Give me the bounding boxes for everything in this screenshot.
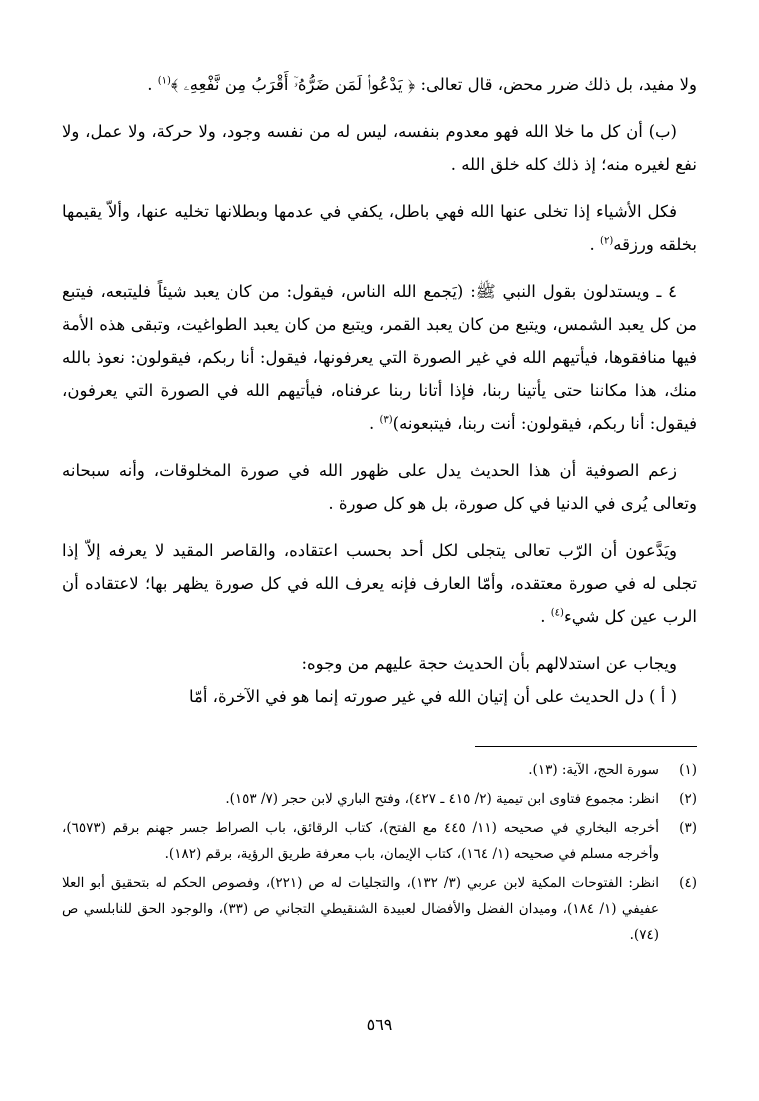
paragraph-6-text: ويَدَّعون أن الرّب تعالى يتجلى لكل أحد بحسب اعتقاده، والقاصر المقيد لا يعرفه إلاّ إذا تجلى له في صورة معتقده، وأمّا العارف فإنه يعرف الله في كل صورة يظهر بها؛ لاعتقاده أن الرب عين كل شيء [62,541,697,626]
paragraph-6 [62,534,697,633]
footnote-text: أخرجه البخاري في صحيحه (١١/ ٤٤٥ مع الفتح)، كتاب الرقائق، باب الصراط جسر جهنم برقم (٦٥٧٣)، وأخرجه مسلم في صحيحه (١/ ١٦٤)، كتاب الإيمان، باب معرفة طريق الرؤية، برقم (١٨٢). [62,820,659,862]
footnote-number: (٣) [679,820,697,836]
paragraph-4 [62,275,697,440]
paragraph-4-end: . [368,414,380,433]
footnote-number: (٤) [679,875,697,891]
footnote-number: (٢) [679,791,697,807]
paragraph-1 [62,68,697,101]
footnote-4 [62,870,697,948]
quran-verse: ﴿ يَدْعُوا۟ لَمَن ضَرُّهُۥٓ أَقْرَبُ مِن نَّفْعِهِۦ ﴾ [170,75,416,94]
paragraph-6-end: . [540,607,551,626]
paragraph-1-end: . [147,75,158,94]
footnote-number: (١) [679,762,697,778]
paragraph-7: ويجاب عن استدلالهم بأن الحديث حجة عليهم من وجوه: [301,654,677,673]
footnote-text: انظر: الفتوحات المكية لابن عربي (٣/ ١٣٢)، والتجليات له ص (٢٢١)، وفصوص الحكم له بتحقيق أبو العلا عفيفي (١/ ١٨٤)، وميدان الفضل والأفضال لعبيدة الشنقيطي التجاني ص (٣٣)، والوجود الحق للنابلسي ص (٧٤). [62,875,660,943]
paragraph-8: ( أ ) دل الحديث على أن إتيان الله في غير صورته إنما هو في الآخرة، أمّا [188,687,677,706]
footnote-text: انظر: مجموع فتاوى ابن تيمية (٢/ ٤١٥ ـ ٤٢٧)، وفتح الباري لابن حجر (٧/ ١٥٣). [225,791,659,807]
footnote-ref-3: (٣) [379,414,393,426]
footnote-3 [62,815,697,867]
paragraph-2: (ب) أن كل ما خلا الله فهو معدوم بنفسه، ليس له من نفسه وجود، ولا حركة، ولا عمل، ولا نفع لغيره منه؛ إذ ذلك كله خلق الله . [62,122,697,174]
paragraph-3-end: . [589,235,601,254]
footnote-2 [62,786,697,812]
paragraph-3 [62,195,697,261]
footnote-ref-2: (٢) [600,235,614,247]
paragraph-4-text: ٤ ـ ويستدلون بقول النبي ﷺ: (يَجمع الله الناس، فيقول: من كان يعبد شيئاً فليتبعه، فيتبع من كل يعبد الشمس، ويتبع من كان يعبد القمر، ويتبع من كان يعبد الطواغيت، وتبقى هذه الأمة فيها منافقوها، فيأتيهم الله في غير الصورة التي يعرفونها، فيقول: أنا ربكم، فيقولون: نعوذ بالله منك، هذا مكاننا حتى يأتينا ربنا، فإذا أتانا ربنا عرفناه، فيأتيهم الله في الصورة التي يعرفون، فيقول: أنا ربكم، فيقولون: أنت ربنا، فيتبعونه) [62,282,697,433]
main-text [62,68,697,713]
footnotes [62,757,697,951]
paragraph-3-text: فكل الأشياء إذا تخلى عنها الله فهي باطل، يكفي في عدمها وبطلانها تخليه عنها، وألاّ يقيمها بخلقه ورزقه [62,202,697,254]
page-number: ٥٦٩ [366,1015,393,1034]
paragraph-1-text: ولا مفيد، بل ذلك ضرر محض، قال تعالى: [415,75,697,94]
footnote-ref-1: (١) [157,75,171,87]
footnote-text: سورة الحج، الآية: (١٣). [528,762,659,778]
footnote-divider [475,746,697,747]
footnote-ref-4: (٤) [550,607,564,619]
paragraph-5: زعم الصوفية أن هذا الحديث يدل على ظهور الله في صورة المخلوقات، وأنه سبحانه وتعالى يُرى في الدنيا في كل صورة، بل هو كل صورة . [62,461,697,513]
footnote-1 [62,757,697,783]
